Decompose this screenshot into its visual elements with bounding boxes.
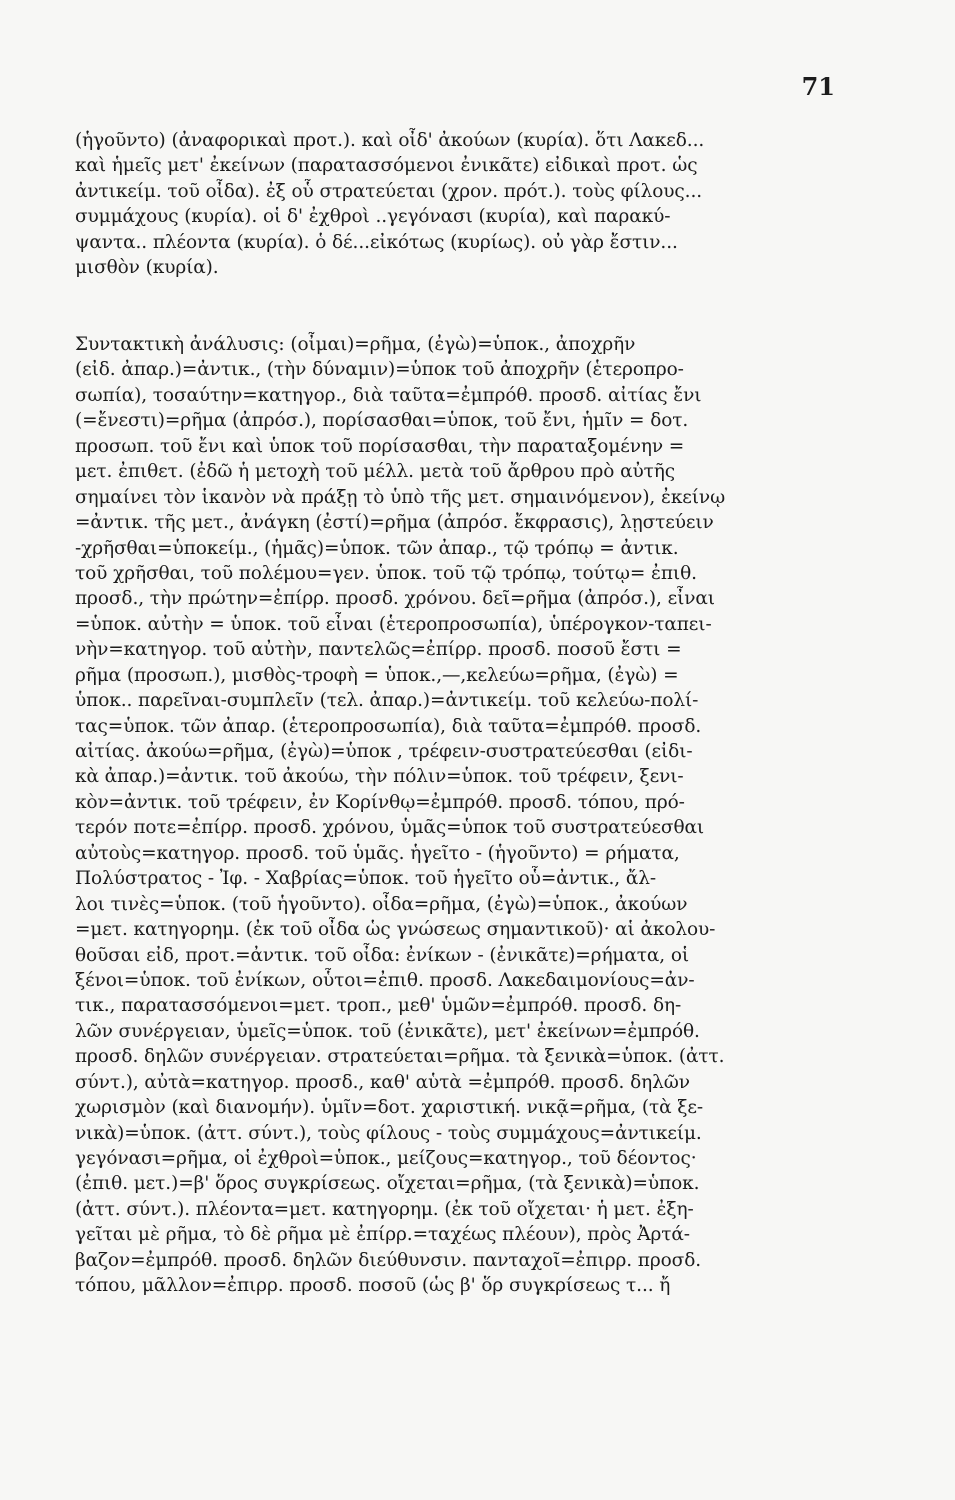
text-line: τοῦ χρῆσθαι, τοῦ πολέμου=γεν. ὑποκ. τοῦ τῷ τρόπῳ, τούτῳ= ἐπιθ. <box>75 562 697 584</box>
text-line: μετ. ἐπιθετ. (ἐδῶ ἡ μετοχὴ τοῦ μέλλ. μετὰ τοῦ ἄρθρου πρὸ αὐτῆς <box>75 461 675 483</box>
text-line: αὐτοὺς=κατηγορ. προσδ. τοῦ ὑμᾶς. ἡγεῖτο - (ἡγοῦντο) = ρήματα, <box>75 842 680 864</box>
text-line: σύντ.), αὐτὰ=κατηγορ. προσδ., καθ' αὑτὰ =ἐμπρόθ. προσδ. δηλῶν <box>75 1071 690 1093</box>
text-line: προσδ. δηλῶν συνέργειαν. στρατεύεται=ρῆμα. τὰ ξενικὰ=ὑποκ. (ἀττ. <box>75 1046 725 1068</box>
page-number: 71 <box>801 72 835 101</box>
text-line: ὑποκ.. παρεῖναι-συμπλεῖν (τελ. ἀπαρ.)=ἀντικείμ. τοῦ κελεύω-πολί- <box>75 690 699 712</box>
text-line: Πολύστρατος - Ἰφ. - Χαβρίας=ὑποκ. τοῦ ἡγεῖτο οὗ=ἀντικ., ἄλ- <box>75 868 657 890</box>
text-line: σημαίνει τὸν ἱκανὸν νὰ πράξῃ τὸ ὑπὸ τῆς μετ. σημαινόμενον), ἐκείνῳ <box>75 486 726 508</box>
text-line: σωπία), τοσαύτην=κατηγορ., διὰ ταῦτα=ἐμπρόθ. προσδ. αἰτίας ἔνι <box>75 384 702 406</box>
syntactic-analysis-paragraph <box>75 332 865 1299</box>
text-line: καὶ ἡμεῖς μετ' ἐκείνων (παρατασσόμενοι ἐνικᾶτε) εἰδικαὶ προτ. ὡς <box>75 155 698 177</box>
text-line: =ὑποκ. αὐτὴν = ὑποκ. τοῦ εἶναι (ἑτεροπροσωπία), ὑπέρογκον-ταπει- <box>75 613 712 635</box>
text-line: =ἀντικ. τῆς μετ., ἀνάγκη (ἐστί)=ρῆμα (ἀπρόσ. ἔκφρασις), λῃστεύειν <box>75 512 714 534</box>
text-line: Συντακτικὴ ἀνάλυσις: (οἶμαι)=ρῆμα, (ἐγὼ)=ὑποκ., ἀποχρῆν <box>75 334 636 355</box>
text-line: κὰ ἀπαρ.)=ἀντικ. τοῦ ἀκούω, τὴν πόλιν=ὑποκ. τοῦ τρέφειν, ξενι- <box>75 766 684 788</box>
text-line: βαζον=ἐμπρόθ. προσδ. δηλῶν διεύθυνσιν. πανταχοῖ=ἐπιρρ. προσδ. <box>75 1249 702 1271</box>
text-line: γεγόνασι=ρῆμα, οἱ ἐχθροὶ=ὑποκ., μείζους=κατηγορ., τοῦ δέοντος· <box>75 1148 697 1169</box>
text-line: ξένοι=ὑποκ. τοῦ ἐνίκων, οὗτοι=ἐπιθ. προσδ. Λακεδαιμονίους=ἀν- <box>75 969 695 991</box>
text-line: τερόν ποτε=ἐπίρρ. προσδ. χρόνου, ὑμᾶς=ὑποκ τοῦ συστρατεύεσθαι <box>75 817 705 839</box>
text-line: θοῦσαι εἰδ, προτ.=ἀντικ. τοῦ οἶδα: ἐνίκων - (ἐνικᾶτε)=ρήματα, οἱ <box>75 944 690 966</box>
text-line: τόπου, μᾶλλον=ἐπιρρ. προσδ. ποσοῦ (ὡς β' ὅρ συγκρίσεως τ... ἤ <box>75 1275 671 1297</box>
text-line: -χρῆσθαι=ὑποκείμ., (ἡμᾶς)=ὑποκ. τῶν ἀπαρ., τῷ τρόπῳ = ἀντικ. <box>75 537 679 559</box>
text-line: μισθὸν (κυρία). <box>75 257 219 279</box>
text-line: λοι τινὲς=ὑποκ. (τοῦ ἡγοῦντο). οἶδα=ρῆμα, (ἐγὼ)=ὑποκ., ἀκούων <box>75 893 688 915</box>
text-line: (ἡγοῦντο) (ἀναφορικαὶ προτ.). καὶ οἶδ' ἀκούων (κυρία). ὅτι Λακεδ... <box>75 130 705 151</box>
text-line: ρῆμα (προσωπ.), μισθὸς-τροφὴ = ὑποκ.,—,κελεύω=ρῆμα, (ἐγὼ) = <box>75 664 679 686</box>
text-line: =μετ. κατηγορημ. (ἐκ τοῦ οἶδα ὡς γνώσεως σημαντικοῦ)· αἱ ἀκολου- <box>75 919 716 941</box>
text-line: προσωπ. τοῦ ἔνι καὶ ὑποκ τοῦ πορίσασθαι, τὴν παραταξομένην = <box>75 435 685 457</box>
intro-paragraph <box>75 128 865 281</box>
text-line: νὴν=κατηγορ. τοῦ αὐτὴν, παντελῶς=ἐπίρρ. προσδ. ποσοῦ ἔστι = <box>75 639 682 661</box>
text-line: (ἐπιθ. μετ.)=β' ὅρος συγκρίσεως. οἴχεται=ρῆμα, (τὰ ξενικὰ)=ὑποκ. <box>75 1173 700 1195</box>
text-line: ψαντα.. πλέοντα (κυρία). ὁ δέ...εἰκότως (κυρίως). οὐ γὰρ ἔστιν... <box>75 231 678 253</box>
text-line: τας=ὑποκ. τῶν ἀπαρ. (ἑτεροπροσωπία), διὰ ταῦτα=ἐμπρόθ. προσδ. <box>75 715 702 737</box>
text-line: (ἀττ. σύντ.). πλέοντα=μετ. κατηγορημ. (ἐκ τοῦ οἴχεται· ἡ μετ. ἐξη- <box>75 1198 694 1220</box>
text-line: προσδ., τὴν πρώτην=ἐπίρρ. προσδ. χρόνου. δεῖ=ρῆμα (ἀπρόσ.), εἶναι <box>75 588 715 610</box>
text-line: χωρισμὸν (καὶ διανομήν). ὑμῖν=δοτ. χαριστική. νικᾷ=ρῆμα, (τὰ ξε- <box>75 1097 703 1119</box>
text-line: τικ., παρατασσόμενοι=μετ. τροπ., μεθ' ὑμῶν=ἐμπρόθ. προσδ. δη- <box>75 995 682 1017</box>
text-line: γεῖται μὲ ρῆμα, τὸ δὲ ρῆμα μὲ ἐπίρρ.=ταχέως πλέουν), πρὸς Ἀρτά- <box>75 1224 690 1246</box>
text-line: (εἰδ. ἀπαρ.)=ἀντικ., (τὴν δύναμιν)=ὑποκ τοῦ ἀποχρῆν (ἑτεροπρο- <box>75 359 684 381</box>
text-line: αἰτίας. ἀκούω=ρῆμα, (ἐγὼ)=ὑποκ , τρέφειν-συστρατεύεσθαι (εἰδι- <box>75 741 693 762</box>
text-line: ἀντικείμ. τοῦ οἶδα). ἐξ οὗ στρατεύεται (χρον. πρότ.). τοὺς φίλους... <box>75 180 703 202</box>
text-line: συμμάχους (κυρία). οἱ δ' ἐχθροὶ ..γεγόνασι (κυρία), καὶ παρακύ- <box>75 206 671 228</box>
text-line: νικὰ)=ὑποκ. (ἀττ. σύντ.), τοὺς φίλους - τοὺς συμμάχους=ἀντικείμ. <box>75 1122 702 1144</box>
text-line: λῶν συνέργειαν, ὑμεῖς=ὑποκ. τοῦ (ἐνικᾶτε), μετ' ἐκείνων=ἐμπρόθ. <box>75 1020 700 1042</box>
text-line: κὸν=ἀντικ. τοῦ τρέφειν, ἐν Κορίνθῳ=ἐμπρόθ. προσδ. τόπου, πρό- <box>75 791 685 813</box>
text-line: (=ἔνεστι)=ρῆμα (ἀπρόσ.), πορίσασθαι=ὑποκ, τοῦ ἔνι, ἡμῖν = δοτ. <box>75 410 689 432</box>
